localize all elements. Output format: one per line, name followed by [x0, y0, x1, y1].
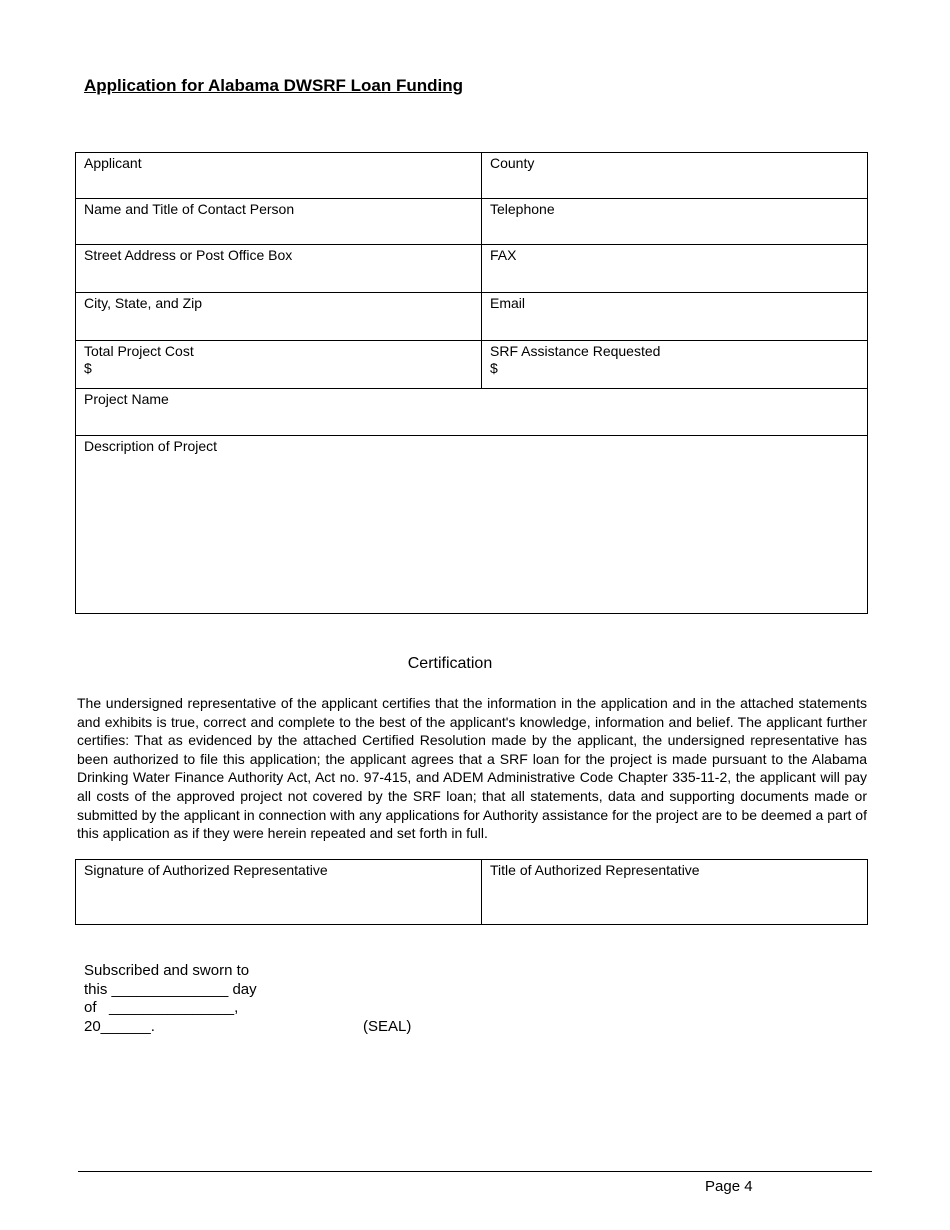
- signature-label: Signature of Authorized Representative: [84, 862, 328, 878]
- representative-title-label: Title of Authorized Representative: [490, 862, 700, 878]
- signature-table: [75, 859, 868, 925]
- notary-line-4: 20______.: [84, 1017, 155, 1035]
- fax-field[interactable]: [482, 245, 868, 293]
- project-name-field[interactable]: [76, 389, 868, 436]
- applicant-label: Applicant: [84, 155, 142, 171]
- page-number: Page 4: [705, 1178, 753, 1195]
- srf-assistance-field[interactable]: [482, 341, 868, 389]
- contact-person-label: Name and Title of Contact Person: [84, 201, 295, 217]
- seal-label: (SEAL): [363, 1018, 412, 1035]
- notary-line-1: Subscribed and sworn to: [84, 962, 250, 979]
- total-project-cost-currency: $: [84, 360, 92, 376]
- telephone-label: Telephone: [490, 201, 555, 217]
- project-description-label: Description of Project: [84, 438, 218, 454]
- srf-assistance-currency: $: [490, 360, 498, 376]
- email-label: Email: [490, 295, 526, 311]
- notary-line-2: this ______________ day: [84, 980, 257, 998]
- footer-divider: [78, 1171, 872, 1172]
- project-name-label: Project Name: [84, 391, 169, 407]
- city-state-zip-label: City, State, and Zip: [84, 295, 203, 311]
- telephone-field[interactable]: [482, 199, 868, 245]
- certification-text: The undersigned representative of the applicant certifies that the information in the application and in the attached statements and exhibits is true, correct and complete to the best of the applicant's knowledge, information and belief. The applicant further certifies: That as evidenced by the attached Certified Resolution made by the applicant, the undersigned representative has been authorized to file this application; the applicant agrees that a SRF loan for the project is made pursuant to the Alabama Drinking Water Finance Authority Act, Act no. 97-415, and ADEM Administrative Code Chapter 335-11-2, the applicant will pay all costs of the approved project not covered by the SRF loan; that all statements, data and supporting documents made or submitted by the applicant in connection with any applications for Authority assistance for the project are to be deemed a part of this application as if they were herein repeated and set forth in full.: [77, 695, 867, 842]
- project-description-field[interactable]: [76, 436, 868, 614]
- street-address-label: Street Address or Post Office Box: [84, 247, 293, 263]
- certification-heading: Certification: [407, 655, 493, 672]
- county-field[interactable]: [482, 153, 868, 199]
- srf-assistance-label: SRF Assistance Requested: [490, 343, 661, 359]
- city-state-zip-field[interactable]: [76, 293, 482, 341]
- contact-person-field[interactable]: [76, 199, 482, 245]
- notary-block: [84, 962, 257, 1036]
- fax-label: FAX: [490, 247, 517, 263]
- street-address-field[interactable]: [76, 245, 482, 293]
- applicant-field[interactable]: [76, 153, 482, 199]
- email-field[interactable]: [482, 293, 868, 341]
- notary-line-3: of _______________,: [84, 999, 239, 1016]
- page-title: Application for Alabama DWSRF Loan Funding: [84, 76, 464, 95]
- application-form-table: [75, 152, 868, 614]
- county-label: County: [490, 155, 535, 171]
- total-project-cost-field[interactable]: [76, 341, 482, 389]
- signature-field[interactable]: [76, 860, 482, 925]
- total-project-cost-label: Total Project Cost: [84, 343, 194, 359]
- representative-title-field[interactable]: [482, 860, 868, 925]
